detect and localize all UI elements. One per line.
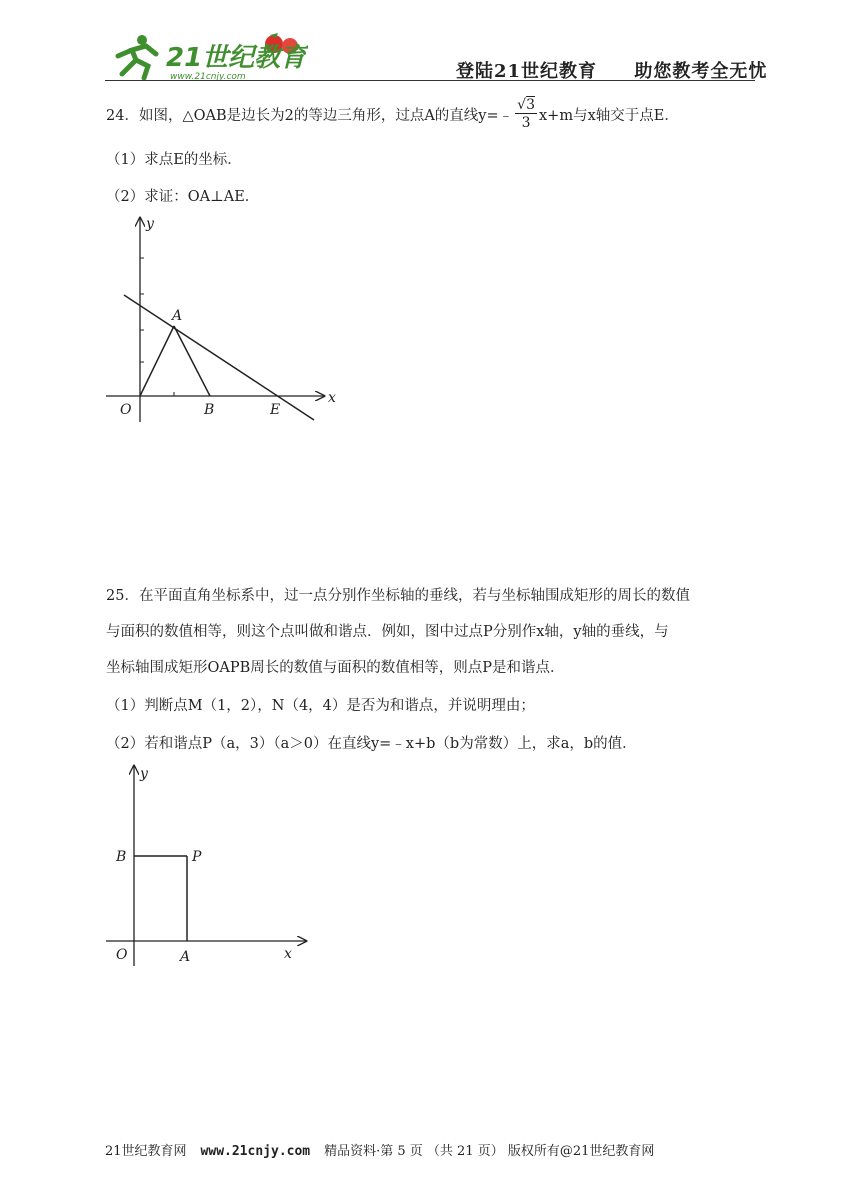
q24-frac-num: 3 bbox=[526, 97, 535, 113]
q25-label-x: x bbox=[284, 946, 292, 962]
q24-segment-oa bbox=[140, 326, 174, 396]
q24-label-a: A bbox=[172, 308, 183, 324]
q25-label-b: B bbox=[116, 849, 127, 865]
q25-line1: 25．在平面直角坐标系中，过一点分别作坐标轴的垂线，若与坐标轴围成矩形的周长的数值 bbox=[106, 588, 690, 604]
q25-label-y: y bbox=[140, 766, 148, 782]
q24-line-ae bbox=[124, 295, 314, 420]
q24-label-o: O bbox=[120, 402, 132, 418]
footer-org: 21世纪教育网 bbox=[105, 1144, 187, 1159]
site-logo bbox=[108, 30, 308, 82]
q25-line2: 与面积的数值相等，则这个点叫做和谐点．例如，图中过点P分别作x轴，y轴的垂线，与 bbox=[106, 624, 669, 640]
header-divider bbox=[105, 80, 755, 81]
q25-figure bbox=[100, 760, 320, 970]
runner-icon bbox=[118, 35, 156, 78]
q24-segment-ab bbox=[174, 326, 210, 396]
q24-label-y: y bbox=[146, 216, 154, 232]
slogan-right: 助您教考全无忧 bbox=[634, 61, 768, 82]
footer-site-link[interactable]: www.21cnjy.com bbox=[200, 1144, 311, 1159]
q24-frac-den: 3 bbox=[521, 115, 531, 131]
q24-stem-before: 24．如图，△OAB是边长为2的等边三角形，过点A的直线y=﹣ bbox=[106, 108, 514, 124]
q25-line3: 坐标轴围成矩形OAPB周长的数值与面积的数值相等，则点P是和谐点． bbox=[106, 660, 565, 676]
q24-sub2: （2）求证：OA⊥AE． bbox=[106, 189, 260, 205]
q24-stem-after: x+m与x轴交于点E． bbox=[539, 108, 679, 124]
slogan-left: 登陆21世纪教育 bbox=[456, 61, 598, 82]
footer-page-info: 精品资料·第 5 页 （共 21 页） 版权所有@21世纪教育网 bbox=[324, 1144, 655, 1159]
q24-figure bbox=[100, 210, 350, 430]
q24-label-b: B bbox=[204, 402, 215, 418]
q24-stem bbox=[106, 97, 679, 132]
q24-label-x: x bbox=[328, 390, 336, 406]
logo-url: www.21cnjy.com bbox=[170, 72, 246, 82]
page-footer bbox=[105, 1140, 654, 1159]
q24-sub1: （1）求点E的坐标． bbox=[106, 152, 242, 168]
q25-label-o: O bbox=[116, 947, 128, 963]
q25-label-p: P bbox=[192, 849, 202, 865]
q25-sub1: （1）判断点M（1，2），N（4，4）是否为和谐点，并说明理由； bbox=[106, 698, 535, 714]
q24-fraction: $\frac{√3}{3}$ bbox=[517, 97, 535, 131]
q24-label-e: E bbox=[270, 402, 281, 418]
q25-label-a: A bbox=[180, 949, 191, 965]
logo-text: 21世纪教育 bbox=[166, 43, 307, 73]
q25-sub2: （2）若和谐点P（a，3）（a＞0）在直线y=﹣x+b（b为常数）上，求a，b的值． bbox=[106, 736, 637, 752]
q24-ticks bbox=[140, 258, 174, 396]
